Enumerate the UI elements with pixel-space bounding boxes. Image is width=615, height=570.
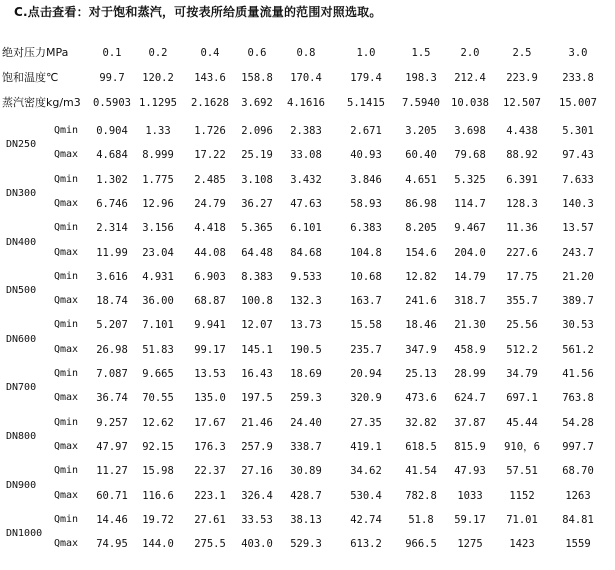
flow-cell: 36.74 (96, 392, 128, 404)
flow-cell: 20.94 (350, 368, 382, 380)
flow-cell: 21.46 (241, 417, 273, 429)
flow-type-label: Qmax (54, 392, 79, 403)
flow-cell: 8.383 (241, 271, 273, 283)
flow-cell: 68.70 (562, 465, 594, 477)
flow-cell: 241.6 (405, 295, 437, 307)
flow-cell: 512.2 (506, 344, 538, 356)
flow-cell: 763.8 (562, 392, 594, 404)
flow-type-label: Qmin (54, 514, 79, 525)
flow-cell: 8.205 (405, 222, 437, 234)
flow-cell: 132.3 (290, 295, 322, 307)
flow-type-label: Qmin (54, 174, 79, 185)
header-cell: 5.1415 (347, 97, 385, 109)
flow-cell: 17.75 (506, 271, 538, 283)
flow-cell: 60.40 (405, 149, 437, 161)
flow-cell: 355.7 (506, 295, 538, 307)
flow-cell: 561.2 (562, 344, 594, 356)
flow-cell: 259.3 (290, 392, 322, 404)
flow-cell: 18.46 (405, 319, 437, 331)
flow-cell: 13.53 (194, 368, 226, 380)
flow-cell: 197.5 (241, 392, 273, 404)
pipe-size-label: DN400 (6, 237, 37, 248)
flow-cell: 1033 (457, 490, 483, 502)
flow-cell: 2.096 (241, 125, 273, 137)
flow-cell: 44.08 (194, 247, 226, 259)
flow-cell: 1.775 (142, 174, 174, 186)
header-cell: 3.692 (241, 97, 273, 109)
pipe-size-label: DN900 (6, 480, 37, 491)
flow-cell: 624.7 (454, 392, 486, 404)
flow-cell: 458.9 (454, 344, 486, 356)
flow-cell: 70.55 (142, 392, 174, 404)
flow-cell: 54.28 (562, 417, 594, 429)
flow-cell: 1263 (565, 490, 591, 502)
flow-cell: 0.904 (96, 125, 128, 137)
flow-cell: 16.43 (241, 368, 273, 380)
flow-cell: 3.616 (96, 271, 128, 283)
flow-cell: 13.57 (562, 222, 594, 234)
flow-cell: 530.4 (350, 490, 382, 502)
flow-cell: 47.97 (96, 441, 128, 453)
header-row-label: 绝对压力MPa (2, 46, 69, 59)
flow-cell: 2.671 (350, 125, 382, 137)
flow-cell: 815.9 (454, 441, 486, 453)
flow-cell: 24.79 (194, 198, 226, 210)
flow-cell: 41.56 (562, 368, 594, 380)
flow-cell: 9.467 (454, 222, 486, 234)
flow-cell: 15.98 (142, 465, 174, 477)
header-cell: 198.3 (405, 72, 437, 84)
flow-cell: 27.35 (350, 417, 382, 429)
header-cell: 3.0 (568, 47, 588, 59)
flow-cell: 45.44 (506, 417, 538, 429)
flow-cell: 3.205 (405, 125, 437, 137)
flow-type-label: Qmax (54, 490, 79, 501)
header-cell: 0.2 (148, 47, 168, 59)
flow-cell: 24.40 (290, 417, 322, 429)
flow-cell: 10.68 (350, 271, 382, 283)
flow-cell: 7.101 (142, 319, 174, 331)
flow-cell: 17.22 (194, 149, 226, 161)
flow-cell: 4.418 (194, 222, 226, 234)
flow-cell: 41.54 (405, 465, 437, 477)
flow-cell: 163.7 (350, 295, 382, 307)
flow-type-label: Qmax (54, 441, 79, 452)
flow-cell: 64.48 (241, 247, 273, 259)
flow-cell: 92.15 (142, 441, 174, 453)
flow-type-label: Qmin (54, 222, 79, 233)
flow-cell: 227.6 (506, 247, 538, 259)
flow-cell: 17.67 (194, 417, 226, 429)
header-cell: 1.1295 (139, 97, 177, 109)
flow-cell: 3.108 (241, 174, 273, 186)
flow-cell: 37.87 (454, 417, 486, 429)
flow-cell: 32.82 (405, 417, 437, 429)
flow-cell: 34.79 (506, 368, 538, 380)
flow-cell: 51.8 (408, 514, 434, 526)
pipe-size-label: DN500 (6, 285, 37, 296)
flow-cell: 145.1 (241, 344, 273, 356)
flow-cell: 966.5 (405, 538, 437, 550)
flow-cell: 1423 (509, 538, 535, 550)
flow-cell: 25.13 (405, 368, 437, 380)
flow-cell: 5.301 (562, 125, 594, 137)
flow-cell: 338.7 (290, 441, 322, 453)
flow-cell: 5.207 (96, 319, 128, 331)
flow-cell: 128.3 (506, 198, 538, 210)
flow-cell: 618.5 (405, 441, 437, 453)
flow-cell: 6.383 (350, 222, 382, 234)
flow-cell: 36.00 (142, 295, 174, 307)
header-cell: 143.6 (194, 72, 226, 84)
flow-cell: 58.93 (350, 198, 382, 210)
flow-cell: 275.5 (194, 538, 226, 550)
header-cell: 1.5 (411, 47, 431, 59)
flow-cell: 1559 (565, 538, 591, 550)
flow-cell: 4.931 (142, 271, 174, 283)
flow-cell: 14.79 (454, 271, 486, 283)
header-cell: 12.507 (503, 97, 541, 109)
flow-cell: 8.999 (142, 149, 174, 161)
flow-cell: 135.0 (194, 392, 226, 404)
flow-cell: 473.6 (405, 392, 437, 404)
flow-cell: 529.3 (290, 538, 322, 550)
header-cell: 2.5 (512, 47, 532, 59)
flow-cell: 140.3 (562, 198, 594, 210)
header-cell: 158.8 (241, 72, 273, 84)
flow-cell: 60.71 (96, 490, 128, 502)
header-cell: 1.0 (356, 47, 376, 59)
flow-cell: 27.61 (194, 514, 226, 526)
flow-cell: 5.325 (454, 174, 486, 186)
flow-cell: 27.16 (241, 465, 273, 477)
flow-cell: 697.1 (506, 392, 538, 404)
flow-cell: 13.73 (290, 319, 322, 331)
flow-cell: 318.7 (454, 295, 486, 307)
header-cell: 0.5903 (93, 97, 131, 109)
flow-cell: 59.17 (454, 514, 486, 526)
flow-cell: 3.698 (454, 125, 486, 137)
flow-cell: 2.485 (194, 174, 226, 186)
flow-cell: 204.0 (454, 247, 486, 259)
flow-cell: 36.27 (241, 198, 273, 210)
flow-cell: 33.08 (290, 149, 322, 161)
flow-cell: 28.99 (454, 368, 486, 380)
flow-cell: 57.51 (506, 465, 538, 477)
flow-cell: 12.96 (142, 198, 174, 210)
flow-cell: 86.98 (405, 198, 437, 210)
flow-cell: 6.101 (290, 222, 322, 234)
flow-cell: 403.0 (241, 538, 273, 550)
flow-cell: 100.8 (241, 295, 273, 307)
flow-cell: 144.0 (142, 538, 174, 550)
flow-cell: 11.99 (96, 247, 128, 259)
flow-cell: 997.7 (562, 441, 594, 453)
flow-cell: 116.6 (142, 490, 174, 502)
flow-cell: 1.33 (145, 125, 171, 137)
flow-cell: 389.7 (562, 295, 594, 307)
flow-type-label: Qmin (54, 319, 79, 330)
flow-cell: 2.314 (96, 222, 128, 234)
flow-type-label: Qmax (54, 538, 79, 549)
flow-cell: 18.69 (290, 368, 322, 380)
flow-type-label: Qmin (54, 465, 79, 476)
flow-cell: 18.74 (96, 295, 128, 307)
flow-cell: 47.93 (454, 465, 486, 477)
flow-cell: 12.82 (405, 271, 437, 283)
flow-cell: 235.7 (350, 344, 382, 356)
header-cell: 0.8 (296, 47, 316, 59)
flow-cell: 23.04 (142, 247, 174, 259)
flow-cell: 320.9 (350, 392, 382, 404)
flow-cell: 9.533 (290, 271, 322, 283)
flow-cell: 419.1 (350, 441, 382, 453)
flow-cell: 40.93 (350, 149, 382, 161)
flow-cell: 74.95 (96, 538, 128, 550)
flow-cell: 11.36 (506, 222, 538, 234)
flow-cell: 6.391 (506, 174, 538, 186)
header-cell: 2.0 (460, 47, 480, 59)
flow-cell: 21.20 (562, 271, 594, 283)
flow-cell: 428.7 (290, 490, 322, 502)
header-cell: 2.1628 (191, 97, 229, 109)
header-cell: 0.4 (200, 47, 220, 59)
header-cell: 15.007 (559, 97, 597, 109)
flow-cell: 7.633 (562, 174, 594, 186)
flow-cell: 22.37 (194, 465, 226, 477)
flow-type-label: Qmin (54, 125, 79, 136)
header-cell: 179.4 (350, 72, 382, 84)
flow-cell: 34.62 (350, 465, 382, 477)
pipe-size-label: DN250 (6, 139, 37, 150)
header-cell: 4.1616 (287, 97, 325, 109)
flow-cell: 1152 (509, 490, 535, 502)
flow-cell: 97.43 (562, 149, 594, 161)
flow-cell: 12.07 (241, 319, 273, 331)
flow-type-label: Qmax (54, 247, 79, 258)
flow-cell: 88.92 (506, 149, 538, 161)
pipe-size-label: DN700 (6, 382, 37, 393)
header-cell: 170.4 (290, 72, 322, 84)
flow-cell: 42.74 (350, 514, 382, 526)
header-cell: 10.038 (451, 97, 489, 109)
flow-cell: 104.8 (350, 247, 382, 259)
header-cell: 223.9 (506, 72, 538, 84)
flow-cell: 223.1 (194, 490, 226, 502)
flow-cell: 12.62 (142, 417, 174, 429)
flow-type-label: Qmin (54, 271, 79, 282)
flow-cell: 6.903 (194, 271, 226, 283)
header-cell: 233.8 (562, 72, 594, 84)
flow-type-label: Qmax (54, 198, 79, 209)
flow-cell: 1275 (457, 538, 483, 550)
flow-cell: 4.684 (96, 149, 128, 161)
pipe-size-label: DN300 (6, 188, 37, 199)
flow-cell: 79.68 (454, 149, 486, 161)
header-cell: 99.7 (99, 72, 125, 84)
flow-cell: 14.46 (96, 514, 128, 526)
header-row-label: 饱和温度℃ (2, 71, 59, 84)
flow-type-label: Qmax (54, 295, 79, 306)
flow-cell: 3.156 (142, 222, 174, 234)
header-cell: 0.6 (247, 47, 267, 59)
flow-cell: 9.941 (194, 319, 226, 331)
flow-cell: 613.2 (350, 538, 382, 550)
flow-cell: 910，6 (504, 441, 540, 453)
flow-cell: 68.87 (194, 295, 226, 307)
flow-type-label: Qmin (54, 417, 79, 428)
flow-cell: 38.13 (290, 514, 322, 526)
flow-cell: 347.9 (405, 344, 437, 356)
flow-cell: 176.3 (194, 441, 226, 453)
flow-cell: 30.53 (562, 319, 594, 331)
flow-cell: 7.087 (96, 368, 128, 380)
flow-cell: 3.432 (290, 174, 322, 186)
flow-cell: 47.63 (290, 198, 322, 210)
flow-cell: 11.27 (96, 465, 128, 477)
flow-cell: 51.83 (142, 344, 174, 356)
header-cell: 120.2 (142, 72, 174, 84)
pipe-size-label: DN1000 (6, 528, 43, 539)
flow-cell: 84.81 (562, 514, 594, 526)
flow-cell: 243.7 (562, 247, 594, 259)
flow-cell: 30.89 (290, 465, 322, 477)
flow-cell: 15.58 (350, 319, 382, 331)
flow-cell: 782.8 (405, 490, 437, 502)
flow-cell: 5.365 (241, 222, 273, 234)
flow-cell: 84.68 (290, 247, 322, 259)
flow-cell: 25.56 (506, 319, 538, 331)
flow-cell: 2.383 (290, 125, 322, 137)
header-cell: 0.1 (102, 47, 122, 59)
flow-cell: 9.665 (142, 368, 174, 380)
flow-cell: 1.726 (194, 125, 226, 137)
flow-cell: 19.72 (142, 514, 174, 526)
flow-cell: 4.438 (506, 125, 538, 137)
flow-type-label: Qmin (54, 368, 79, 379)
flow-cell: 1.302 (96, 174, 128, 186)
flow-cell: 6.746 (96, 198, 128, 210)
flow-cell: 26.98 (96, 344, 128, 356)
flow-cell: 9.257 (96, 417, 128, 429)
flow-cell: 190.5 (290, 344, 322, 356)
flow-type-label: Qmax (54, 149, 79, 160)
pipe-size-label: DN600 (6, 334, 37, 345)
pipe-size-label: DN800 (6, 431, 37, 442)
flow-cell: 21.30 (454, 319, 486, 331)
flow-cell: 257.9 (241, 441, 273, 453)
flow-type-label: Qmax (54, 344, 79, 355)
flow-cell: 33.53 (241, 514, 273, 526)
header-cell: 212.4 (454, 72, 486, 84)
flow-cell: 71.01 (506, 514, 538, 526)
header-cell: 7.5940 (402, 97, 440, 109)
flow-cell: 25.19 (241, 149, 273, 161)
flow-cell: 3.846 (350, 174, 382, 186)
flow-cell: 99.17 (194, 344, 226, 356)
page-heading: C.点击查看：对于饱和蒸汽，可按表所给质量流量的范围对照选取。 (14, 5, 382, 19)
flow-cell: 326.4 (241, 490, 273, 502)
flow-cell: 154.6 (405, 247, 437, 259)
flow-cell: 114.7 (454, 198, 486, 210)
header-row-label: 蒸汽密度kg/m3 (2, 96, 81, 109)
flow-cell: 4.651 (405, 174, 437, 186)
